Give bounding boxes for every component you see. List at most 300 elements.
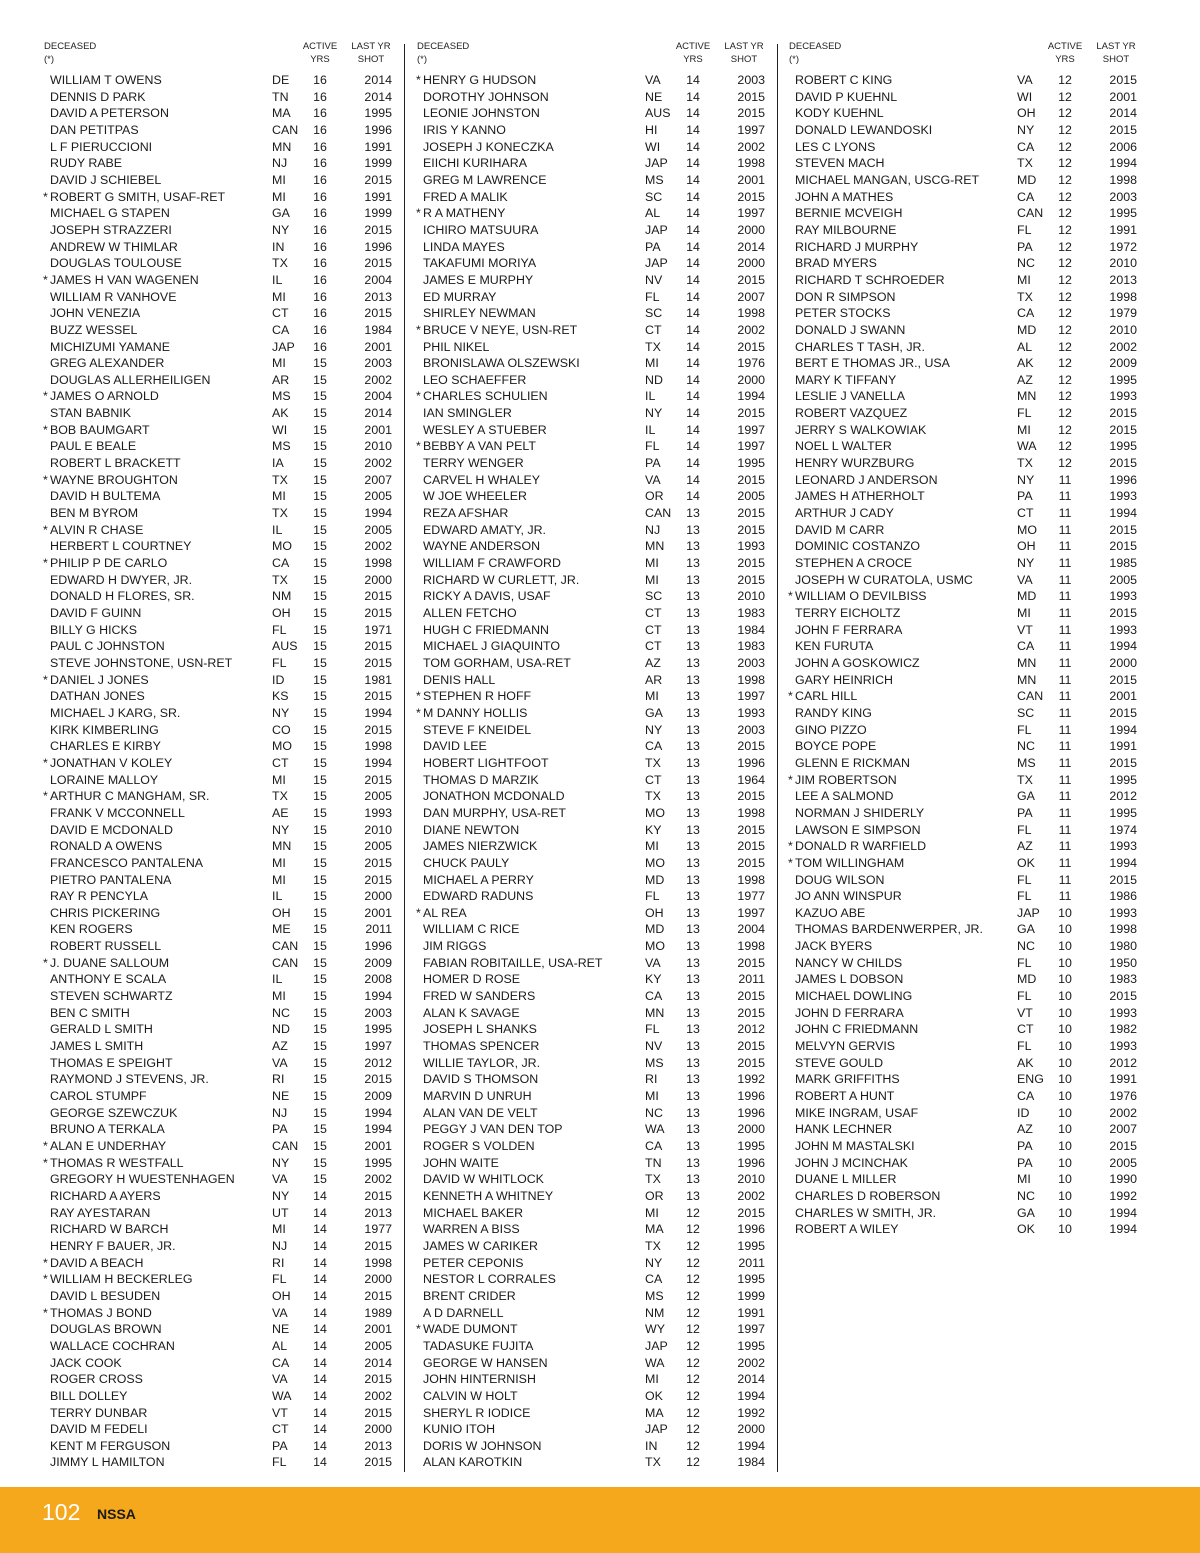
member-state: AR xyxy=(272,372,290,387)
member-state: SC xyxy=(645,589,663,604)
last-year-shot: 1984 xyxy=(737,1455,765,1470)
last-year-shot: 2002 xyxy=(737,1355,765,1370)
deceased-marker: * xyxy=(416,905,421,920)
last-year-shot: 2014 xyxy=(364,73,392,87)
active-years: 15 xyxy=(313,839,327,854)
active-years: 13 xyxy=(686,872,700,887)
member-name: DAVID J SCHIEBEL xyxy=(50,172,162,187)
last-year-shot: 2015 xyxy=(737,1055,765,1070)
deceased-marker: * xyxy=(43,789,48,804)
last-year-shot: 2005 xyxy=(364,839,392,854)
roster-row xyxy=(42,339,394,356)
active-years: 15 xyxy=(313,422,327,437)
roster-row xyxy=(787,1088,1139,1105)
member-state: MS xyxy=(645,1055,664,1070)
member-name: JOHN VENEZIA xyxy=(50,306,141,321)
member-state: MI xyxy=(1017,422,1031,437)
active-years: 12 xyxy=(686,1255,700,1270)
member-name: DOMINIC COSTANZO xyxy=(795,539,921,554)
active-years: 16 xyxy=(313,172,327,187)
roster-row xyxy=(415,405,767,422)
member-state: IA xyxy=(272,456,284,471)
member-name: THOMAS E SPEIGHT xyxy=(50,1055,173,1070)
member-name: DAVID S THOMSON xyxy=(423,1072,539,1087)
member-state: AL xyxy=(645,206,661,221)
member-state: MI xyxy=(645,556,659,571)
roster-row xyxy=(787,855,1139,872)
member-name: STEVEN MACH xyxy=(795,156,885,171)
active-years: 15 xyxy=(313,872,327,887)
last-year-shot: 1998 xyxy=(364,739,392,754)
active-years: 15 xyxy=(313,889,327,904)
last-year-shot: 1995 xyxy=(364,1155,392,1170)
active-years: 14 xyxy=(313,1372,327,1387)
last-year-shot: 1996 xyxy=(737,1222,765,1237)
roster-row xyxy=(787,672,1139,689)
active-years: 15 xyxy=(313,556,327,571)
roster-row xyxy=(415,788,767,805)
deceased-marker: * xyxy=(43,556,48,571)
roster-row xyxy=(415,1355,767,1372)
member-state: MI xyxy=(272,772,286,787)
last-year-shot: 1996 xyxy=(364,939,392,954)
active-years: 14 xyxy=(686,122,700,137)
roster-row xyxy=(42,655,394,672)
active-years: 15 xyxy=(313,955,327,970)
last-year-shot: 1998 xyxy=(364,556,392,571)
member-state: PA xyxy=(645,456,661,471)
member-state: CAN xyxy=(1017,206,1044,221)
roster-rows xyxy=(415,72,767,1471)
roster-row xyxy=(415,1238,767,1255)
active-years: 11 xyxy=(1058,639,1072,654)
member-name: MARK GRIFFITHS xyxy=(795,1072,900,1087)
roster-row xyxy=(787,505,1139,522)
active-years: 14 xyxy=(686,156,700,171)
active-years: 14 xyxy=(313,1455,327,1470)
member-state: WA xyxy=(645,1355,665,1370)
last-year-shot: 2015 xyxy=(364,589,392,604)
member-name: RICHARD T SCHROEDER xyxy=(795,272,945,287)
active-years: 15 xyxy=(313,639,327,654)
active-years: 12 xyxy=(1058,272,1072,287)
roster-row xyxy=(415,105,767,122)
member-name: SHIRLEY NEWMAN xyxy=(423,306,536,321)
active-years: 11 xyxy=(1058,589,1072,604)
last-year-shot: 2015 xyxy=(737,556,765,571)
member-name: CHRIS PICKERING xyxy=(50,905,161,920)
last-year-shot: 1994 xyxy=(737,1438,765,1453)
active-years: 16 xyxy=(313,139,327,154)
member-state: IL xyxy=(645,389,656,404)
member-state: VA xyxy=(645,472,661,487)
member-state: MD xyxy=(1017,172,1037,187)
roster-row xyxy=(42,1305,394,1322)
roster-row xyxy=(42,505,394,522)
member-name: HANK LECHNER xyxy=(795,1122,893,1137)
active-years: 11 xyxy=(1058,839,1072,854)
member-name: CHARLES E KIRBY xyxy=(50,739,161,754)
last-year-shot: 2015 xyxy=(737,822,765,837)
member-name: BRUCE V NEYE, USN-RET xyxy=(423,322,578,337)
active-years: 11 xyxy=(1058,672,1072,687)
active-years: 13 xyxy=(686,1072,700,1087)
last-year-shot: 2002 xyxy=(364,539,392,554)
roster-row xyxy=(787,372,1139,389)
last-year-shot: 1996 xyxy=(364,122,392,137)
deceased-marker: * xyxy=(416,689,421,704)
last-year-shot: 2001 xyxy=(1109,689,1137,704)
roster-row xyxy=(415,705,767,722)
active-years: 15 xyxy=(313,1122,327,1137)
member-name: BILL DOLLEY xyxy=(50,1388,128,1403)
active-years: 13 xyxy=(686,905,700,920)
member-state: WA xyxy=(1017,439,1037,454)
roster-row xyxy=(42,888,394,905)
member-state: CAN xyxy=(272,122,299,137)
roster-row xyxy=(787,1138,1139,1155)
last-year-shot: 2013 xyxy=(364,1438,392,1453)
member-state: IL xyxy=(645,422,656,437)
member-name: EDWARD AMATY, JR. xyxy=(423,522,547,537)
roster-row xyxy=(42,1221,394,1238)
roster-row xyxy=(42,1155,394,1172)
roster-row xyxy=(42,1021,394,1038)
member-state: NC xyxy=(645,1105,663,1120)
member-name: ALAN KAROTKIN xyxy=(423,1455,523,1470)
roster-row xyxy=(415,1321,767,1338)
member-name: M DANNY HOLLIS xyxy=(423,705,528,720)
roster-row xyxy=(42,122,394,139)
roster-row xyxy=(787,905,1139,922)
member-state: FL xyxy=(272,1455,287,1470)
member-name: IRIS Y KANNO xyxy=(423,122,506,137)
member-name: WADE DUMONT xyxy=(423,1322,518,1337)
last-year-shot: 1994 xyxy=(1109,722,1137,737)
last-year-shot: 1995 xyxy=(737,1272,765,1287)
roster-row xyxy=(42,355,394,372)
roster-row xyxy=(787,422,1139,439)
roster-row xyxy=(42,588,394,605)
member-name: CHARLES D ROBERSON xyxy=(795,1188,941,1203)
active-years: 13 xyxy=(686,639,700,654)
roster-row xyxy=(415,1255,767,1272)
last-year-shot: 1989 xyxy=(364,1305,392,1320)
roster-row xyxy=(415,72,767,89)
member-state: JAP xyxy=(1017,905,1040,920)
last-year-shot: 2015 xyxy=(364,222,392,237)
member-name: DAN MURPHY, USA-RET xyxy=(423,805,566,820)
last-year-shot: 2002 xyxy=(1109,1105,1137,1120)
active-years: 13 xyxy=(686,822,700,837)
member-name: MARY K TIFFANY xyxy=(795,372,897,387)
roster-row xyxy=(415,89,767,106)
member-name: JOHN WAITE xyxy=(423,1155,499,1170)
roster-row xyxy=(787,222,1139,239)
member-state: AZ xyxy=(1017,839,1033,854)
last-year-shot: 1994 xyxy=(364,755,392,770)
member-state: CA xyxy=(645,989,663,1004)
last-year-shot: 1998 xyxy=(737,805,765,820)
member-name: JAMES O ARNOLD xyxy=(50,389,159,404)
roster-row xyxy=(787,272,1139,289)
member-name: WILLIAM R VANHOVE xyxy=(50,289,177,304)
member-state: FL xyxy=(645,289,660,304)
last-year-shot: 2002 xyxy=(737,1188,765,1203)
active-years: 14 xyxy=(686,73,700,87)
member-name: ALAN E UNDERHAY xyxy=(50,1139,167,1153)
active-years: 15 xyxy=(313,1072,327,1087)
member-state: MI xyxy=(272,289,286,304)
last-year-shot: 1997 xyxy=(737,1322,765,1337)
roster-row xyxy=(787,1121,1139,1138)
last-year-shot: 2015 xyxy=(364,639,392,654)
member-state: AUS xyxy=(645,106,671,121)
last-year-shot: 2015 xyxy=(737,1005,765,1020)
member-name: GREG M LAWRENCE xyxy=(423,172,547,187)
roster-row xyxy=(415,1288,767,1305)
active-years: 13 xyxy=(686,1105,700,1120)
active-years: 15 xyxy=(313,589,327,604)
roster-row xyxy=(415,1205,767,1222)
member-name: FRED W SANDERS xyxy=(423,989,536,1004)
active-years: 11 xyxy=(1058,889,1072,904)
member-state: MI xyxy=(272,855,286,870)
member-state: TX xyxy=(645,1172,661,1187)
member-state: VA xyxy=(645,73,661,87)
roster-row xyxy=(787,105,1139,122)
member-state: MI xyxy=(272,189,286,204)
member-name: CHUCK PAULY xyxy=(423,855,510,870)
last-year-shot: 1993 xyxy=(1109,905,1137,920)
active-years: 12 xyxy=(1058,372,1072,387)
roster-row xyxy=(415,672,767,689)
member-name: DENNIS D PARK xyxy=(50,89,146,104)
deceased-marker: * xyxy=(416,322,421,337)
member-name: JACK COOK xyxy=(50,1355,122,1370)
member-name: RAYMOND J STEVENS, JR. xyxy=(50,1072,209,1087)
member-state: CT xyxy=(1017,1022,1034,1037)
active-years: 14 xyxy=(313,1338,327,1353)
member-name: KEN ROGERS xyxy=(50,922,133,937)
member-name: BUZZ WESSEL xyxy=(50,322,138,337)
last-year-shot: 1993 xyxy=(1109,622,1137,637)
roster-row xyxy=(787,572,1139,589)
active-years: 13 xyxy=(686,1005,700,1020)
active-years: 16 xyxy=(313,306,327,321)
active-years: 12 xyxy=(1058,172,1072,187)
header-last-yr-shot: LAST YR SHOT xyxy=(724,41,764,65)
member-state: TX xyxy=(645,789,661,804)
member-state: MS xyxy=(272,389,291,404)
last-year-shot: 2015 xyxy=(737,506,765,521)
member-name: RANDY KING xyxy=(795,705,872,720)
member-state: JAP xyxy=(645,1422,668,1437)
last-year-shot: 1997 xyxy=(737,422,765,437)
member-state: IL xyxy=(272,889,283,904)
roster-row xyxy=(787,122,1139,139)
member-name: CHARLES SCHULIEN xyxy=(423,389,548,404)
column-header xyxy=(415,40,767,72)
active-years: 14 xyxy=(686,89,700,104)
roster-row xyxy=(42,822,394,839)
active-years: 15 xyxy=(313,939,327,954)
member-state: CA xyxy=(1017,139,1035,154)
last-year-shot: 1994 xyxy=(737,1388,765,1403)
roster-row xyxy=(787,205,1139,222)
active-years: 15 xyxy=(313,1172,327,1187)
member-name: JOHN M MASTALSKI xyxy=(795,1139,915,1153)
member-state: FL xyxy=(1017,222,1032,237)
last-year-shot: 2013 xyxy=(1109,272,1137,287)
member-name: ANDREW W THIMLAR xyxy=(50,239,178,254)
member-name: L F PIERUCCIONI xyxy=(50,139,153,154)
member-name: GARY HEINRICH xyxy=(795,672,893,687)
member-name: ALAN K SAVAGE xyxy=(423,1005,520,1020)
member-state: WI xyxy=(1017,89,1033,104)
active-years: 12 xyxy=(686,1455,700,1470)
member-name: WAYNE BROUGHTON xyxy=(50,472,178,487)
last-year-shot: 2015 xyxy=(364,256,392,271)
roster-row xyxy=(415,971,767,988)
active-years: 14 xyxy=(313,1388,327,1403)
last-year-shot: 1994 xyxy=(1109,1205,1137,1220)
member-name: DAVID L BESUDEN xyxy=(50,1288,161,1303)
active-years: 13 xyxy=(686,805,700,820)
last-year-shot: 1996 xyxy=(737,1105,765,1120)
member-name: JAMES E MURPHY xyxy=(423,272,534,287)
last-year-shot: 2002 xyxy=(364,1172,392,1187)
member-state: IL xyxy=(272,272,283,287)
member-name: RUDY RABE xyxy=(50,156,123,171)
roster-row xyxy=(42,1338,394,1355)
member-name: MICHAEL J GIAQUINTO xyxy=(423,639,561,654)
active-years: 14 xyxy=(686,456,700,471)
active-years: 15 xyxy=(313,1005,327,1020)
member-name: MICHAEL J KARG, SR. xyxy=(50,705,181,720)
roster-row xyxy=(415,738,767,755)
deceased-marker: * xyxy=(43,422,48,437)
last-year-shot: 2015 xyxy=(364,1072,392,1087)
last-year-shot: 2005 xyxy=(1109,1155,1137,1170)
roster-row xyxy=(42,1405,394,1422)
member-state: GA xyxy=(1017,1205,1035,1220)
member-state: NY xyxy=(1017,122,1035,137)
roster-row xyxy=(42,388,394,405)
active-years: 11 xyxy=(1058,572,1072,587)
active-years: 15 xyxy=(313,472,327,487)
member-name: PETER CEPONIS xyxy=(423,1255,524,1270)
member-state: NY xyxy=(272,705,290,720)
roster-row xyxy=(415,205,767,222)
last-year-shot: 2000 xyxy=(364,889,392,904)
roster-row xyxy=(415,872,767,889)
last-year-shot: 2015 xyxy=(1109,1139,1137,1153)
last-year-shot: 2015 xyxy=(737,989,765,1004)
active-years: 14 xyxy=(313,1222,327,1237)
member-name: BRUNO A TERKALA xyxy=(50,1122,165,1137)
member-name: DANIEL J JONES xyxy=(50,672,149,687)
active-years: 14 xyxy=(313,1188,327,1203)
member-name: ROBERT L BRACKETT xyxy=(50,456,181,471)
roster-row xyxy=(415,1121,767,1138)
last-year-shot: 1972 xyxy=(1109,239,1137,254)
member-state: CT xyxy=(645,322,662,337)
member-state: MI xyxy=(1017,606,1031,620)
member-state: GA xyxy=(1017,922,1035,937)
member-state: NY xyxy=(645,406,663,421)
roster-row xyxy=(415,122,767,139)
last-year-shot: 2003 xyxy=(364,1005,392,1020)
member-state: AR xyxy=(645,672,663,687)
last-year-shot: 1996 xyxy=(737,1155,765,1170)
member-state: RI xyxy=(272,1072,285,1087)
active-years: 13 xyxy=(686,572,700,587)
member-state: JAP xyxy=(645,1338,668,1353)
roster-row xyxy=(787,738,1139,755)
member-name: STEPHEN A CROCE xyxy=(795,556,913,571)
active-years: 16 xyxy=(313,189,327,204)
member-state: OH xyxy=(272,606,291,620)
active-years: 14 xyxy=(686,406,700,421)
member-state: NY xyxy=(645,1255,663,1270)
member-state: TX xyxy=(645,1455,661,1470)
roster-row xyxy=(42,438,394,455)
roster-row xyxy=(415,555,767,572)
member-state: NE xyxy=(272,1089,290,1104)
member-state: PA xyxy=(645,239,661,254)
active-years: 12 xyxy=(686,1272,700,1287)
last-year-shot: 1998 xyxy=(737,306,765,321)
header-last-yr-shot: LAST YR SHOT xyxy=(1096,41,1136,65)
member-name: GLENN E RICKMAN xyxy=(795,755,910,770)
active-years: 12 xyxy=(686,1288,700,1303)
last-year-shot: 1983 xyxy=(737,639,765,654)
member-name: BRENT CRIDER xyxy=(423,1288,516,1303)
last-year-shot: 1998 xyxy=(737,939,765,954)
roster-row xyxy=(42,172,394,189)
member-name: JACK BYERS xyxy=(795,939,873,954)
last-year-shot: 2001 xyxy=(364,1322,392,1337)
member-name: TERRY EICHOLTZ xyxy=(795,606,901,620)
member-state: WI xyxy=(645,139,661,154)
member-name: JIMMY L HAMILTON xyxy=(50,1455,165,1470)
member-state: OH xyxy=(272,1288,291,1303)
member-state: NY xyxy=(272,1188,290,1203)
member-name: DOROTHY JOHNSON xyxy=(423,89,549,104)
last-year-shot: 1997 xyxy=(737,905,765,920)
roster-row xyxy=(787,888,1139,905)
active-years: 15 xyxy=(313,972,327,987)
member-name: BEN C SMITH xyxy=(50,1005,130,1020)
active-years: 13 xyxy=(686,522,700,537)
roster-row xyxy=(787,1188,1139,1205)
active-years: 14 xyxy=(686,322,700,337)
member-state: NY xyxy=(272,822,290,837)
member-name: MICHAEL BAKER xyxy=(423,1205,524,1220)
member-state: AL xyxy=(272,1338,288,1353)
active-years: 15 xyxy=(313,1055,327,1070)
roster-row xyxy=(42,955,394,972)
roster-row xyxy=(415,938,767,955)
member-name: FRED A MALIK xyxy=(423,189,508,204)
last-year-shot: 2001 xyxy=(364,339,392,354)
last-year-shot: 2015 xyxy=(364,606,392,620)
last-year-shot: 1991 xyxy=(1109,739,1137,754)
active-years: 16 xyxy=(313,272,327,287)
member-state: ND xyxy=(272,1022,290,1037)
active-years: 10 xyxy=(1058,922,1072,937)
